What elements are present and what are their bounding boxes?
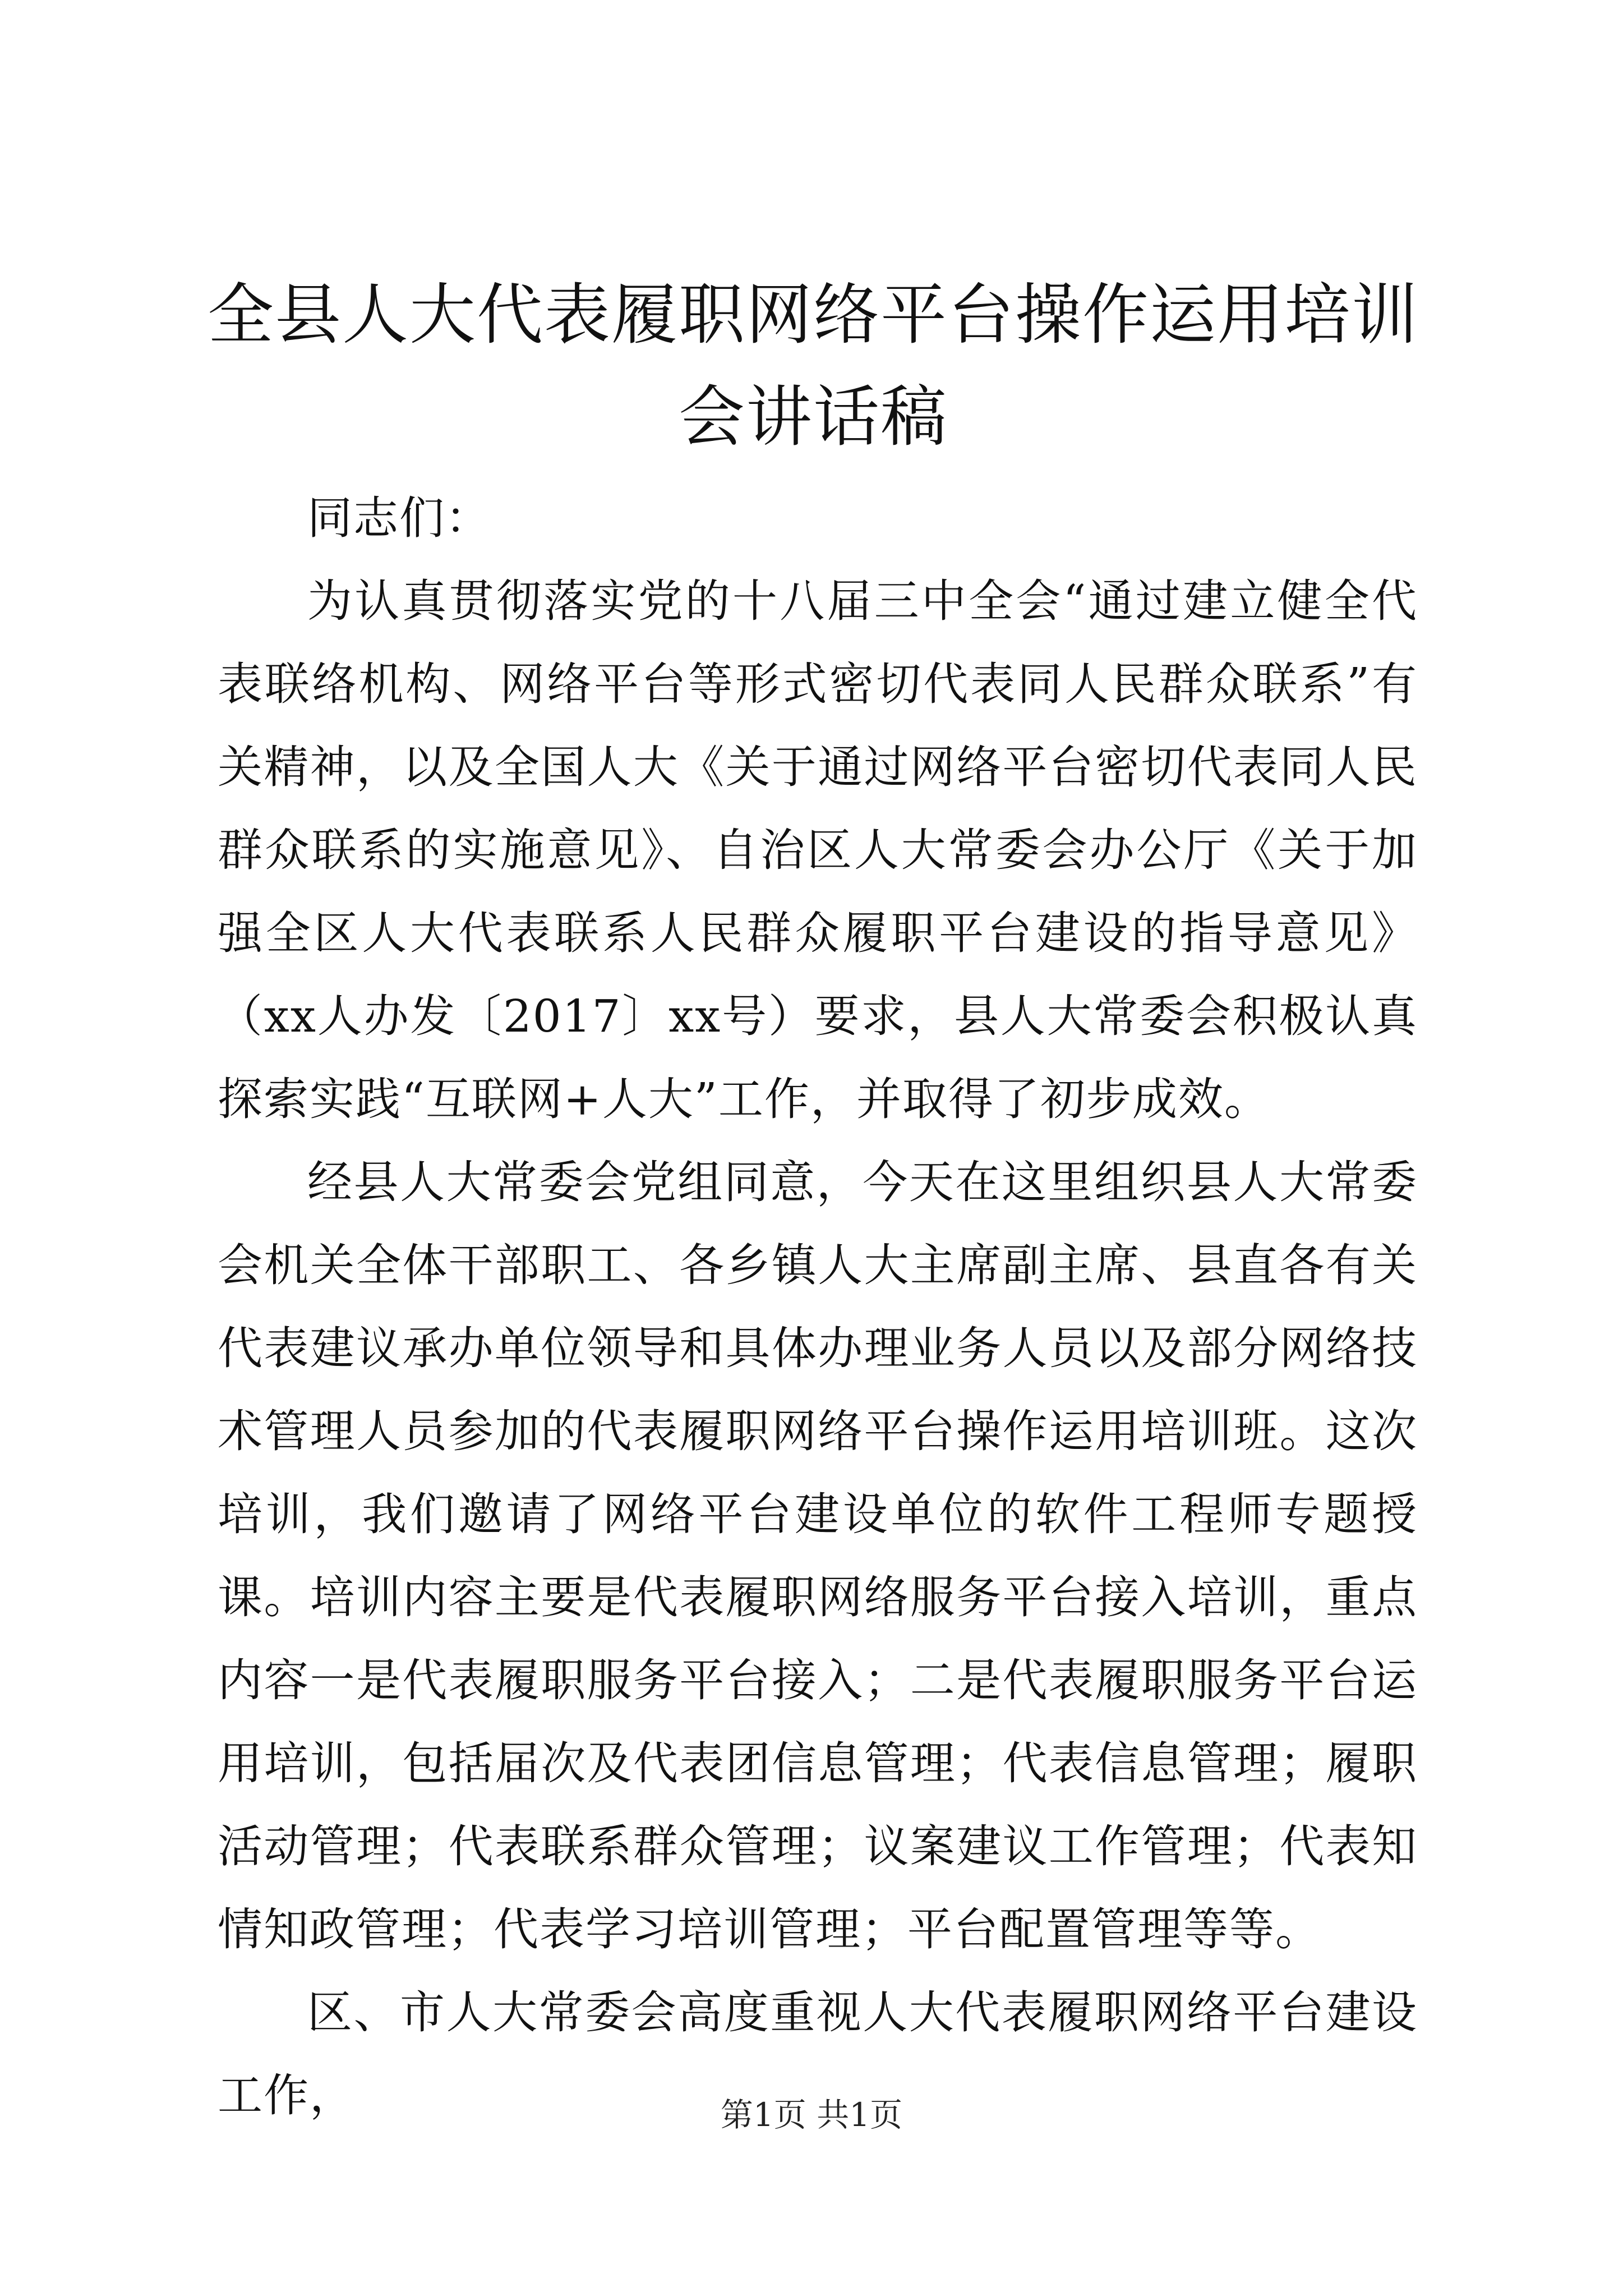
document-body: [218, 477, 1418, 2137]
paragraph: 为认真贯彻落实党的十八届三中全会“通过建立健全代表联络机构、网络平台等形式密切代表同人民群众联系”有关精神，以及全国人大《关于通过网络平台密切代表同人民群众联系的实施意见》、自治区人大常委会办公厅《关于加强全区人大代表联系人民群众履职平台建设的指导意见》（xx人办发〔2017〕xx号）要求，县人大常委会积极认真探索实践“互联网+人大”工作，并取得了初步成效。: [218, 575, 1418, 1125]
paragraph: 区、市人大常委会高度重视人大代表履职网络平台建设工作，: [218, 1986, 1418, 2122]
page-footer: 第1页 共1页: [720, 2096, 903, 2134]
salutation: 同志们：: [307, 492, 491, 544]
document-title: 全县人大代表履职网络平台操作运用培训会讲话稿: [207, 276, 1419, 455]
paragraph: 经县人大常委会党组同意，今天在这里组织县人大常委会机关全体干部职工、各乡镇人大主席副主席、县直各有关代表建议承办单位领导和具体办理业务人员以及部分网络技术管理人员参加的代表履职网络平台操作运用培训班。这次培训，我们邀请了网络平台建设单位的软件工程师专题授课。培训内容主要是代表履职网络服务平台接入培训，重点内容一是代表履职服务平台接入；二是代表履职服务平台运用培训，包括届次及代表团信息管理；代表信息管理；履职活动管理；代表联系群众管理；议案建议工作管理；代表知情知政管理；代表学习培训管理；平台配置管理等等。: [218, 1156, 1418, 1955]
